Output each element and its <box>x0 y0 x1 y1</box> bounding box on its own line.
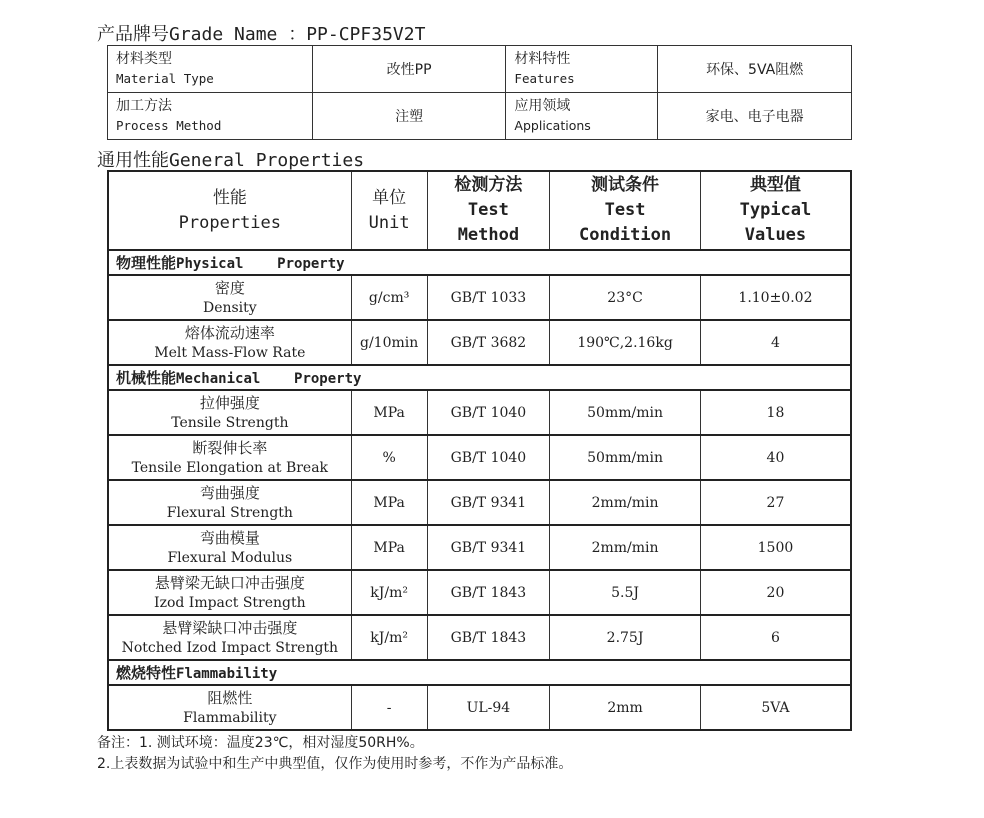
header-test-method <box>427 171 550 250</box>
property-name <box>108 320 351 365</box>
header-typical-values-en1: Typical <box>739 200 812 220</box>
header-test-method-en2: Method <box>457 225 520 245</box>
process-method-label-cn: 加工方法 <box>116 98 172 114</box>
property-name-en: Izod Impact Strength <box>154 594 306 611</box>
property-name-cn: 阻燃性 <box>207 688 253 707</box>
property-name-cn: 密度 <box>214 278 245 297</box>
property-value: 6 <box>700 615 851 660</box>
header-properties-en: Properties <box>178 212 282 233</box>
property-name-cn: 熔体流动速率 <box>184 323 275 342</box>
property-unit: kJ/m² <box>351 570 427 615</box>
property-unit: g/cm³ <box>351 275 427 320</box>
property-name <box>108 615 351 660</box>
features-label-en: Features <box>514 71 575 86</box>
property-name-en: Tensile Strength <box>171 414 289 431</box>
grade-title: 产品牌号Grade Name ：PP-CPF35V2T <box>97 24 426 45</box>
property-name <box>108 435 351 480</box>
property-method: GB/T 1033 <box>427 275 550 320</box>
process-method-label <box>108 93 313 140</box>
property-value: 1.10±0.02 <box>700 275 851 320</box>
header-test-condition-en2: Condition <box>578 225 672 245</box>
header-unit-en: Unit <box>368 212 410 233</box>
group-title-cn: 物理性能 <box>116 254 177 272</box>
material-info-table <box>107 45 852 140</box>
property-method: GB/T 9341 <box>427 480 550 525</box>
features-label <box>506 46 658 93</box>
property-name <box>108 390 351 435</box>
property-name-en: Flexural Strength <box>166 504 293 521</box>
property-method: UL-94 <box>427 685 550 730</box>
group-header <box>108 250 851 275</box>
property-method: GB/T 1040 <box>427 390 550 435</box>
header-unit-cn: 单位 <box>372 187 407 208</box>
property-condition: 50mm/min <box>550 435 701 480</box>
group-title-en: Mechanical Property <box>176 371 362 387</box>
property-condition: 2mm/min <box>550 525 701 570</box>
material-type-value: 改性PP <box>312 46 506 93</box>
header-properties <box>108 171 351 250</box>
property-name-cn: 弯曲模量 <box>199 528 260 547</box>
info-row <box>108 46 852 93</box>
property-unit: MPa <box>351 525 427 570</box>
group-title-cn: 燃烧特性 <box>116 664 177 682</box>
property-condition: 2.75J <box>550 615 701 660</box>
property-unit: g/10min <box>351 320 427 365</box>
property-unit: MPa <box>351 480 427 525</box>
header-typical-values-cn: 典型值 <box>749 175 801 195</box>
property-name-en: Tensile Elongation at Break <box>131 459 329 476</box>
property-unit: - <box>351 685 427 730</box>
property-condition: 190℃,2.16kg <box>550 320 701 365</box>
property-value: 40 <box>700 435 851 480</box>
property-name-en: Flexural Modulus <box>167 549 293 566</box>
property-row <box>108 480 851 525</box>
property-name-cn: 拉伸强度 <box>199 393 260 412</box>
property-row <box>108 615 851 660</box>
features-value: 环保、5VA阻燃 <box>658 46 852 93</box>
header-test-condition <box>550 171 701 250</box>
property-name <box>108 570 351 615</box>
property-name-cn: 悬臂梁无缺口冲击强度 <box>154 573 305 592</box>
property-name <box>108 525 351 570</box>
property-method: GB/T 1843 <box>427 570 550 615</box>
property-name-cn: 弯曲强度 <box>199 483 260 502</box>
property-name-en: Flammability <box>183 709 277 726</box>
group-row <box>108 250 851 275</box>
group-header <box>108 660 851 685</box>
header-properties-cn: 性能 <box>212 187 247 208</box>
property-row <box>108 435 851 480</box>
applications-label-en: Applications <box>514 118 591 133</box>
property-row <box>108 320 851 365</box>
property-condition: 23°C <box>550 275 701 320</box>
header-unit <box>351 171 427 250</box>
process-method-value: 注塑 <box>312 93 506 140</box>
property-name-cn: 悬臂梁缺口冲击强度 <box>162 618 298 637</box>
header-test-method-en1: Test <box>467 200 509 220</box>
property-method: GB/T 9341 <box>427 525 550 570</box>
group-title-cn: 机械性能 <box>116 369 177 387</box>
note-line-1: 备注：1. 测试环境：温度23℃，相对湿度50RH%。 <box>97 735 424 751</box>
material-type-label <box>108 46 313 93</box>
header-test-method-cn: 检测方法 <box>454 175 523 195</box>
notes <box>97 733 572 775</box>
property-method: GB/T 3682 <box>427 320 550 365</box>
property-row <box>108 525 851 570</box>
property-value: 20 <box>700 570 851 615</box>
property-value: 1500 <box>700 525 851 570</box>
header-typical-values-en2: Values <box>744 225 807 245</box>
features-label-cn: 材料特性 <box>514 51 571 67</box>
note-line-2: 2.上表数据为试验中和生产中典型值，仅作为使用时参考，不作为产品标准。 <box>97 756 573 772</box>
applications-label <box>506 93 658 140</box>
property-row <box>108 275 851 320</box>
property-name-en: Melt Mass-Flow Rate <box>154 344 306 361</box>
property-unit: kJ/m² <box>351 615 427 660</box>
process-method-label-en: Process Method <box>116 118 222 133</box>
property-unit: MPa <box>351 390 427 435</box>
group-row <box>108 365 851 390</box>
applications-value: 家电、电子电器 <box>658 93 852 140</box>
property-name-en: Notched Izod Impact Strength <box>121 639 339 656</box>
header-typical-values <box>700 171 851 250</box>
property-name <box>108 480 351 525</box>
property-name-en: Density <box>202 299 257 316</box>
property-row <box>108 570 851 615</box>
properties-table <box>107 170 852 731</box>
property-name <box>108 275 351 320</box>
header-row <box>108 171 851 250</box>
header-test-condition-en1: Test <box>604 200 646 220</box>
property-name-cn: 断裂伸长率 <box>192 438 268 457</box>
property-row <box>108 390 851 435</box>
property-value: 27 <box>700 480 851 525</box>
property-name <box>108 685 351 730</box>
material-type-label-en: Material Type <box>116 71 214 86</box>
group-title-en: Physical Property <box>176 256 345 272</box>
property-condition: 2mm/min <box>550 480 701 525</box>
header-test-condition-cn: 测试条件 <box>591 175 660 195</box>
property-condition: 2mm <box>550 685 701 730</box>
property-unit: % <box>351 435 427 480</box>
group-row <box>108 660 851 685</box>
section-title: 通用性能General Properties <box>97 150 365 171</box>
property-method: GB/T 1040 <box>427 435 550 480</box>
applications-label-cn: 应用领域 <box>514 98 571 114</box>
property-condition: 50mm/min <box>550 390 701 435</box>
property-value: 4 <box>700 320 851 365</box>
info-row <box>108 93 852 140</box>
property-method: GB/T 1843 <box>427 615 550 660</box>
property-value: 5VA <box>700 685 851 730</box>
property-condition: 5.5J <box>550 570 701 615</box>
group-title-en: Flammability <box>176 666 278 682</box>
properties-body <box>108 250 851 730</box>
property-row <box>108 685 851 730</box>
group-header <box>108 365 851 390</box>
material-type-label-cn: 材料类型 <box>116 51 172 67</box>
property-value: 18 <box>700 390 851 435</box>
